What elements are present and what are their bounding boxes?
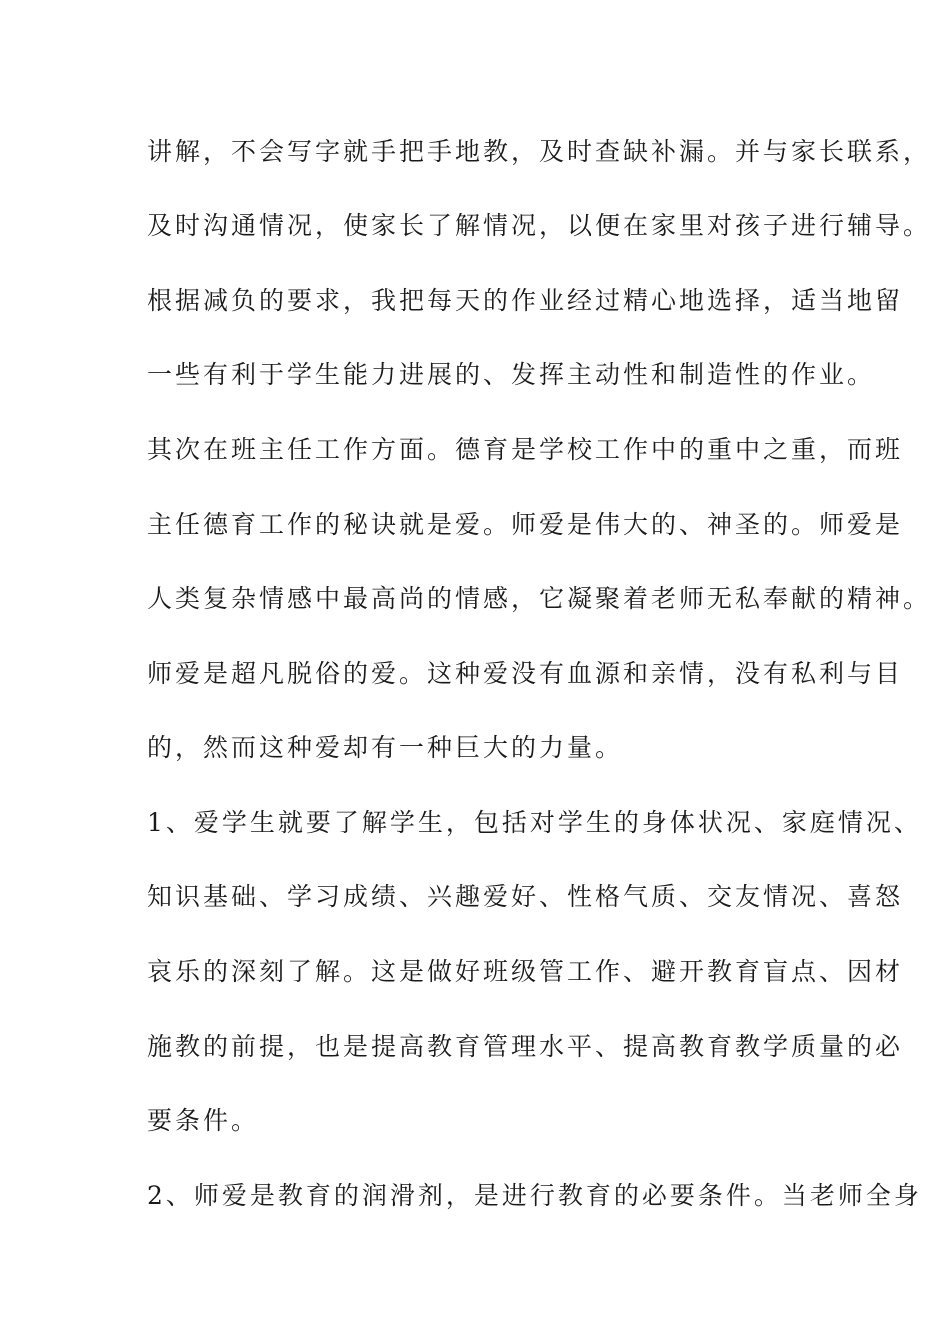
text-line: 要条件。 xyxy=(147,1106,260,1135)
text-line: 其次在班主任工作方面。德育是学校工作中的重中之重，而班 xyxy=(147,435,904,464)
text-line: 师爱是超凡脱俗的爱。这种爱没有血源和亲情，没有私利与目 xyxy=(147,659,904,688)
text-line: 人类复杂情感中最高尚的情感，它凝聚着老师无私奉献的精神。 xyxy=(147,584,932,613)
text-line: 讲解，不会写字就手把手地教，及时查缺补漏。并与家长联系， xyxy=(147,137,932,166)
text-line: 施教的前提，也是提高教育管理水平、提高教育教学质量的必 xyxy=(147,1032,904,1061)
text-line: 知识基础、学习成绩、兴趣爱好、性格气质、交友情况、喜怒 xyxy=(147,882,904,911)
text-line: 哀乐的深刻了解。这是做好班级管工作、避开教育盲点、因材 xyxy=(147,957,904,986)
text-line: 及时沟通情况，使家长了解情况，以便在家里对孩子进行辅导。 xyxy=(147,211,932,240)
text-line: 的，然而这种爱却有一种巨大的力量。 xyxy=(147,733,624,762)
text-line: 主任德育工作的秘诀就是爱。师爱是伟大的、神圣的。师爱是 xyxy=(147,510,904,539)
text-line: 1、爱学生就要了解学生，包括对学生的身体状况、家庭情况、 xyxy=(147,808,922,837)
text-line: 2、师爱是教育的润滑剂，是进行教育的必要条件。当老师全身 xyxy=(147,1181,922,1210)
text-line: 一些有利于学生能力进展的、发挥主动性和制造性的作业。 xyxy=(147,360,876,389)
text-line: 根据减负的要求，我把每天的作业经过精心地选择，适当地留 xyxy=(147,286,904,315)
